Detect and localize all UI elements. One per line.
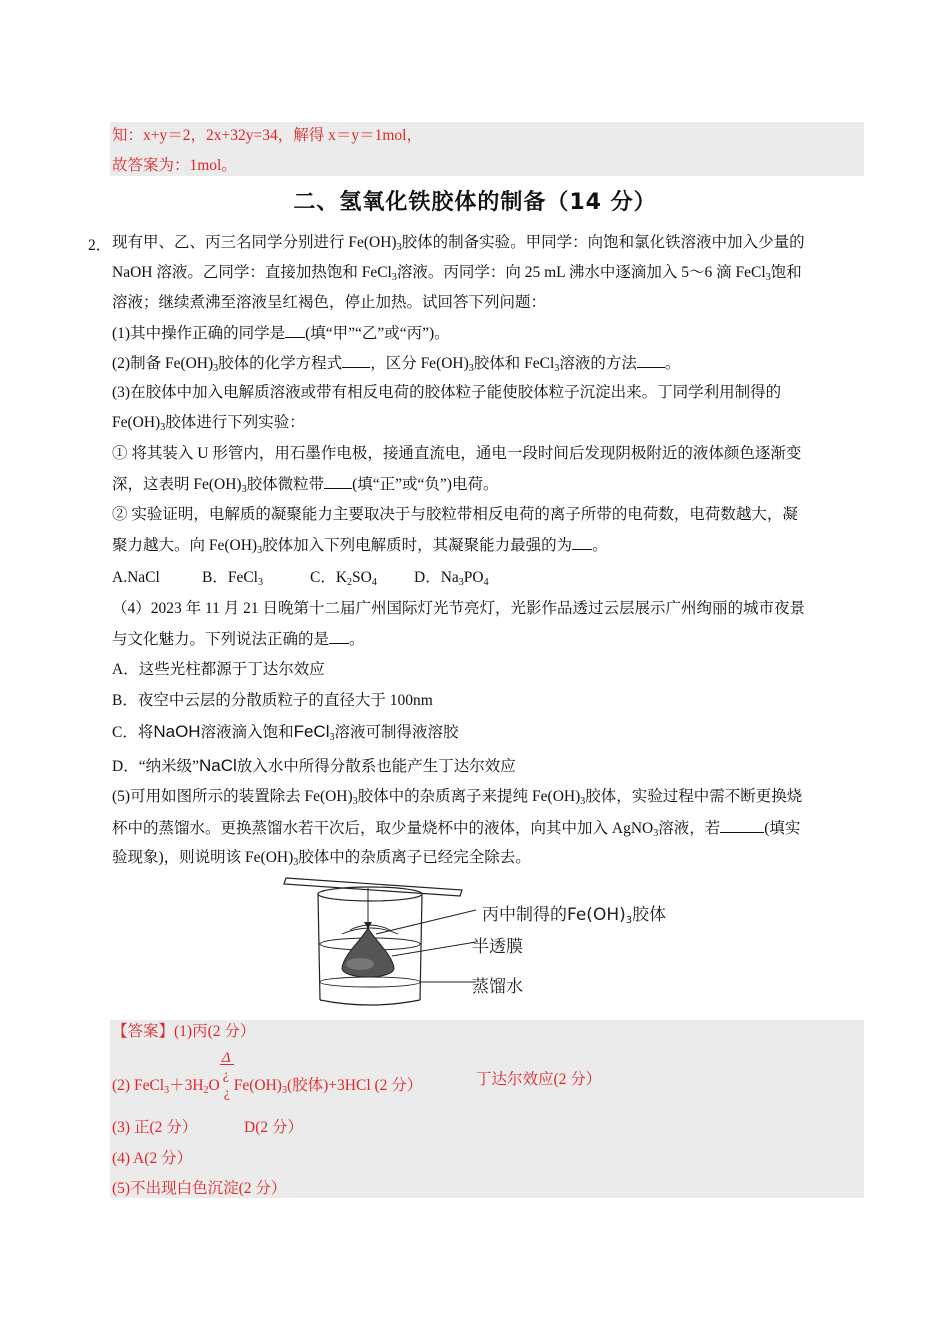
question-5-line-2: 杯中的蒸馏水。更换蒸馏水若干次后，取少量烧杯中的液体，向其中加入 AgNO$_3$溶液，若 (填实: [112, 820, 801, 839]
beaker-wall-left: [318, 894, 320, 1000]
question-4-line-1: （4）2023 年 11 月 21 日晚第十二届广州国际灯光节亮灯，光影作品透过云层展示广州绚丽的城市夜景: [112, 600, 806, 617]
dialysis-apparatus-figure: [280, 872, 480, 1010]
figure-label-colloid: 丙中制得的$Fe(OH)_3$胶体: [482, 905, 667, 926]
question-3-i-line-1: ① 将其装入 U 形管内，用石墨作电极，接通直流电，通电一段时间后发现阴极附近的液体颜色逐渐变: [112, 445, 802, 462]
question-4-option-b: B．夜空中云层的分散质粒子的直径大于 100nm: [112, 692, 433, 709]
question-3-ii-line-1: ② 实验证明，电解质的凝聚能力主要取决于与胶粒带相反电荷的离子所带的电荷数，电荷数越大，凝: [112, 506, 798, 523]
question-number: 2．: [88, 237, 112, 254]
answer-blank[interactable]: [572, 535, 592, 550]
intro-line-3: 溶液；继续煮沸至溶液呈红褐色，停止加热。试回答下列问题：: [112, 294, 547, 311]
figure-label-membrane: 半透膜: [472, 937, 523, 957]
pointer-membrane: [392, 942, 476, 956]
answer-blank[interactable]: [285, 323, 305, 338]
question-4-option-d: D．“纳米级”NaCl放入水中所得分散系也能产生丁达尔效应: [112, 756, 516, 775]
question-5-line-3: 验现象)，则说明该 $Fe(OH)_3$胶体中的杂质离子已经完全除去。: [112, 849, 531, 868]
beaker-wall-right: [420, 894, 422, 1000]
option-a: A.NaCl: [112, 569, 160, 586]
answer-line-3a: (3) 正(2 分）: [112, 1119, 198, 1136]
beaker-bottom: [320, 1000, 420, 1005]
answer-blank[interactable]: [329, 629, 349, 644]
figure-label-water: 蒸馏水: [472, 977, 523, 997]
answer-line-3b: D(2 分）: [244, 1119, 303, 1136]
answer-blank[interactable]: [324, 474, 352, 489]
option-b: B．FeCl$_3$: [202, 569, 263, 588]
question-3-ii-line-2: 聚力越大。向 $Fe(OH)_3$胶体加入下列电解质时，其凝聚能力最强的为 。: [112, 537, 608, 556]
previous-answer-line-1: 知：x+y＝2，2x+32y=34，解得 x＝y＝1mol，: [112, 127, 422, 144]
previous-answer-line-2: 故答案为：1mol。: [112, 157, 237, 174]
question-3-line-2: $Fe(OH)_3$胶体进行下列实验：: [112, 414, 305, 433]
heating-arrow-symbol: Δ ¿ ¿: [220, 1070, 234, 1090]
question-4-option-c: C．将NaOH溶液滴入饱和FeCl$_3$溶液可制得液溶胶: [112, 722, 459, 743]
pointer-colloid: [376, 910, 476, 934]
question-2: (2)制备 $Fe(OH)_3$胶体的化学方程式 ，区分 $Fe(OH)_3$胶体和 FeCl$_3$溶液的方法 。: [112, 355, 681, 374]
answer-blank[interactable]: [720, 818, 764, 833]
question-3-i-line-2: 深，这表明 $Fe(OH)_3$胶体微粒带 (填“正”或“负”)电荷。: [112, 476, 499, 495]
answer-blank[interactable]: [342, 353, 370, 368]
answer-block: [110, 1020, 864, 1198]
answer-line-2-method: 丁达尔效应(2 分）: [476, 1071, 602, 1088]
option-d: D．$Na_3PO_4$: [414, 569, 489, 588]
semipermeable-membrane-bag: [342, 928, 394, 977]
section-title: 二、氢氧化铁胶体的制备（14 分）: [293, 190, 657, 215]
answer-blank[interactable]: [637, 353, 665, 368]
intro-line-2: NaOH 溶液。乙同学：直接加热饱和 FeCl$_3$溶液。丙同学：向 25 mL 沸水中逐滴加入 5～6 滴 FeCl$_3$饱和: [112, 264, 802, 283]
question-1: (1)其中操作正确的同学是 (填“甲”“乙”或“丙”)。: [112, 325, 450, 342]
option-c: C．$K_2SO_4$: [310, 569, 377, 588]
question-4-option-a: A．这些光柱都源于丁达尔效应: [112, 661, 325, 678]
question-3-line-1: (3)在胶体中加入电解质溶液或带有相反电荷的胶体粒子能使胶体粒子沉淀出来。丁同学利用制得的: [112, 384, 782, 401]
answer-line-1: 【答案】(1)丙(2 分）: [112, 1023, 256, 1040]
question-4-line-2: 与文化魅力。下列说法正确的是 。: [112, 631, 365, 648]
answer-line-4: (4) A(2 分）: [112, 1150, 193, 1167]
answer-line-2: (2) $FeCl_3+3H_2O$ Δ ¿ ¿ $Fe(OH)_3$(胶体)+3HCl (2 分）: [112, 1050, 423, 1101]
question-5-line-1: (5)可用如图所示的装置除去 $Fe(OH)_3$胶体中的杂质离子来提纯 $Fe(OH)_3$胶体，实验过程中需不断更换烧: [112, 788, 803, 807]
answer-line-5: (5)不出现白色沉淀(2 分）: [112, 1180, 287, 1197]
intro-line-1: 现有甲、乙、丙三名同学分别进行 $Fe(OH)_3$胶体的制备实验。甲同学：向饱和氯化铁溶液中加入少量的: [112, 234, 805, 253]
beaker-inner-base: [320, 977, 420, 987]
bag-highlight: [346, 958, 374, 970]
